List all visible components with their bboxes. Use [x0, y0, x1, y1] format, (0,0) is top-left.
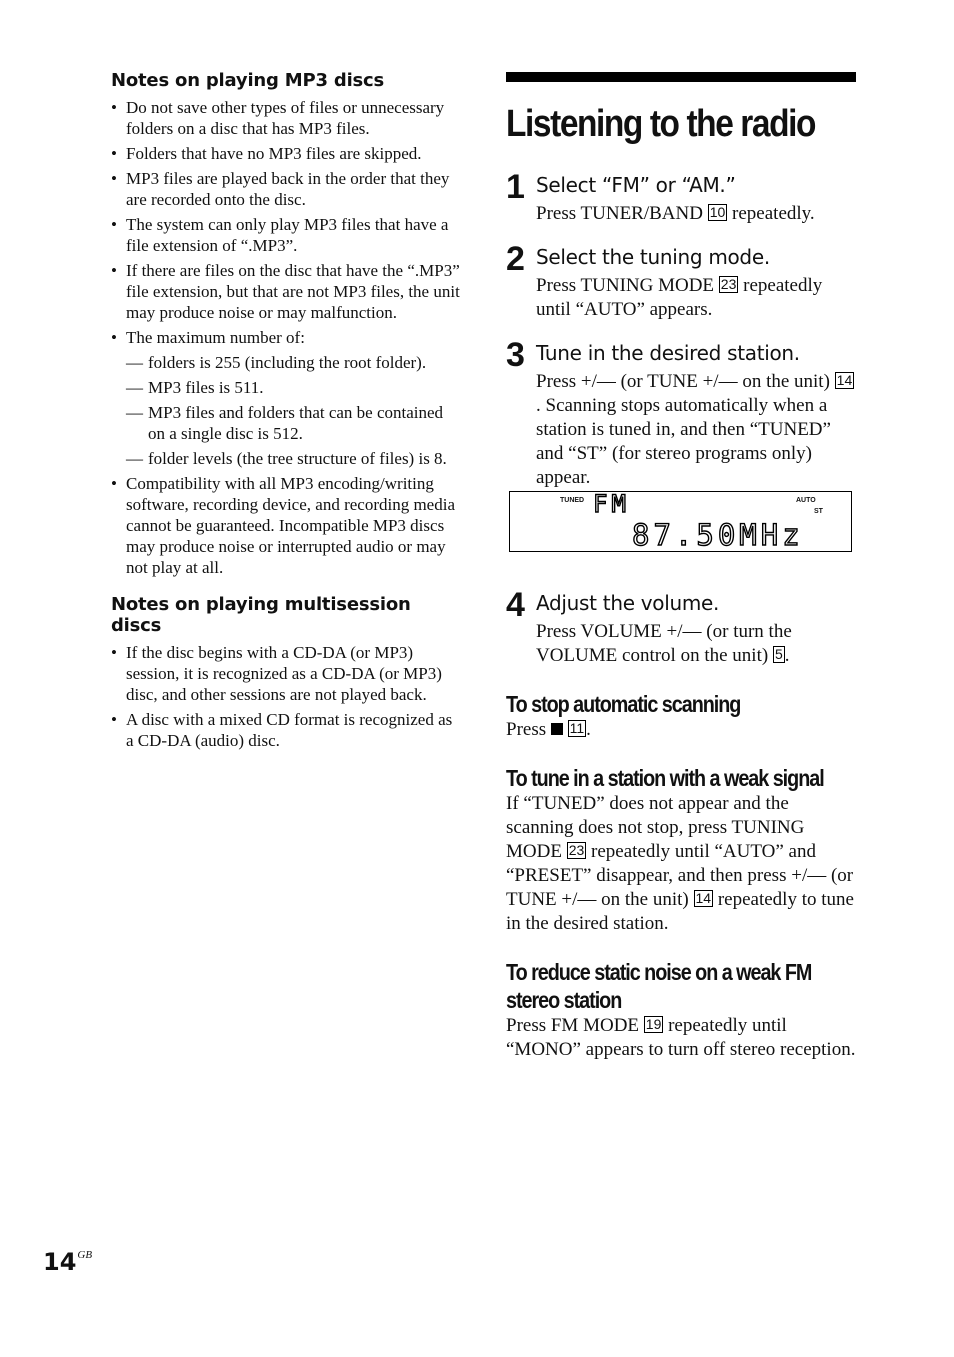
step-4	[506, 586, 856, 668]
max-item: — folders is 255 (including the root folder).	[126, 352, 463, 373]
step-number: 3	[506, 336, 525, 374]
stop-scanning-heading: To stop automatic scanning	[506, 691, 741, 717]
control-number-10: 10	[709, 204, 726, 220]
mp3-note-max-label: The maximum number of:	[126, 328, 305, 347]
stereo-indicator: ST	[814, 508, 823, 515]
page-title: Listening to the radio	[506, 103, 816, 145]
multisession-note: • If the disc begins with a CD-DA (or MP3) session, it is recognized as a CD-DA (or MP3) disc, and other sessions are not played back.	[111, 642, 463, 705]
control-number-14: 14	[695, 890, 712, 906]
step-title: Select “FM” or “AM.”	[536, 173, 736, 197]
right-column	[506, 72, 856, 1062]
mp3-note: • Folders that have no MP3 files are skipped.	[111, 143, 463, 164]
max-item: — MP3 files and folders that can be contained on a single disc is 512.	[126, 402, 463, 444]
step-title: Tune in the desired station.	[536, 341, 800, 365]
section-rule	[506, 72, 856, 82]
left-column	[111, 70, 463, 755]
static-noise-heading: To reduce static noise on a weak FM stereo station	[506, 959, 812, 1013]
max-item: — folder levels (the tree structure of files) is 8.	[126, 448, 463, 469]
step-3	[506, 336, 856, 490]
multisession-note: • A disc with a mixed CD format is recognized as a CD-DA (audio) disc.	[111, 709, 463, 751]
weak-signal-text: If “TUNED” does not appear and the scanning does not stop, press TUNING MODE 23 repeatedly until “AUTO” and “PRESET” disappear, and then press +/— (or TUNE +/— on the unit) 14 repeatedly to tune in the desired station.	[506, 793, 854, 934]
mp3-note: • The system can only play MP3 files that have a file extension of “.MP3”.	[111, 214, 463, 256]
step-description: Press +/— (or TUNE +/— on the unit) 14. Scanning stops automatically when a station is tuned in, and then “TUNED” and “ST” (for stereo programs only) appear.	[536, 371, 853, 488]
step-number: 1	[506, 168, 525, 206]
step-number: 2	[506, 240, 525, 278]
tuner-display-illustration	[509, 491, 852, 552]
max-items-list	[126, 352, 463, 469]
step-number: 4	[506, 586, 525, 624]
mp3-note: • MP3 files are played back in the order that they are recorded onto the disc.	[111, 168, 463, 210]
band-readout: FM	[593, 490, 630, 518]
control-number-11: 11	[569, 720, 585, 736]
region-suffix: GB	[77, 1249, 93, 1261]
multisession-list	[111, 642, 463, 751]
stop-icon	[551, 723, 563, 735]
auto-indicator: AUTO	[796, 497, 816, 504]
control-number-19: 19	[645, 1016, 662, 1032]
page-number: $14^{GB}$	[43, 1248, 93, 1276]
step-description: Press TUNER/BAND 10 repeatedly.	[536, 203, 815, 224]
step-description: Press VOLUME +/— (or turn the VOLUME control on the unit) 5 .	[536, 621, 792, 666]
frequency-readout: 87.50MHz	[632, 518, 804, 552]
control-number-23: 23	[720, 276, 737, 292]
max-item: — MP3 files is 511.	[126, 377, 463, 398]
tuned-indicator: TUNED	[560, 497, 585, 504]
step-title: Adjust the volume.	[536, 591, 720, 615]
weak-signal-heading: To tune in a station with a weak signal	[506, 765, 824, 791]
mp3-notes-heading: Notes on playing MP3 discs	[111, 70, 385, 91]
step-description: Press TUNING MODE 23 repeatedly until “AUTO” appears.	[536, 275, 823, 320]
step-2	[506, 240, 856, 322]
multisession-heading: Notes on playing multisession discs	[111, 594, 411, 636]
step-1	[506, 168, 856, 226]
control-number-5: 5	[774, 646, 783, 662]
step-title: Select the tuning mode.	[536, 245, 770, 269]
mp3-note-max	[111, 327, 463, 469]
mp3-note: • Compatibility with all MP3 encoding/writing software, recording device, and recording media cannot be guaranteed. Incompatible MP3 discs may produce noise or interrupted audio or may not play at all.	[111, 473, 463, 578]
control-number-23: 23	[568, 842, 585, 858]
stop-scanning-text: Press 11 .	[506, 719, 591, 740]
static-noise-text: Press FM MODE 19 repeatedly until “MONO” appears to turn off stereo reception.	[506, 1015, 856, 1060]
mp3-note: • Do not save other types of files or unnecessary folders on a disc that has MP3 files.	[111, 97, 463, 139]
mp3-notes-list	[111, 97, 463, 578]
mp3-note: • If there are files on the disc that have the “.MP3” file extension, but that are not MP3 files, the unit may produce noise or may malfunction.	[111, 260, 463, 323]
control-number-14: 14	[836, 372, 853, 388]
